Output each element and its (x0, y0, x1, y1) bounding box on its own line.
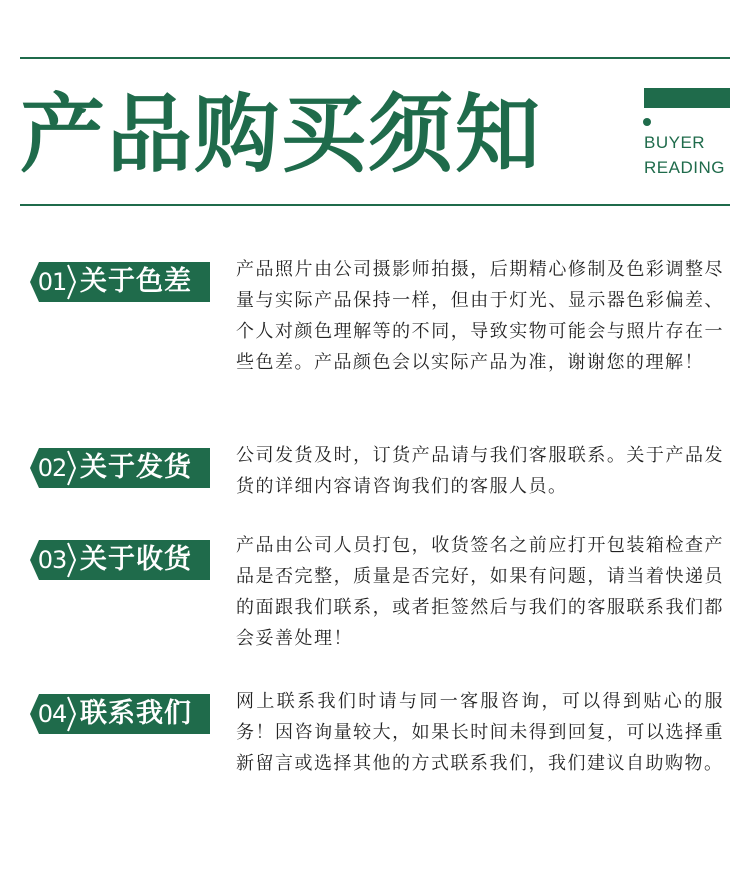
section-tag (30, 448, 210, 488)
section-title: 联系我们 (80, 698, 192, 729)
badge-dot (643, 118, 651, 126)
badge-text-reading: READING (644, 158, 725, 177)
section-title: 关于收货 (80, 544, 192, 575)
section-number: 02 (37, 454, 67, 482)
section-text: 公司发货及时，订货产品请与我们客服联系。关于产品发货的详细内容请咨询我们的客服人员。 (236, 445, 724, 497)
header-bottom-divider (20, 204, 730, 206)
section-title: 关于发货 (80, 452, 192, 483)
top-divider (20, 57, 730, 59)
section-text: 产品由公司人员打包，收货签名之前应打开包装箱检查产品是否完整，质量是否完好，如果有问题，请当着快递员的面跟我们联系，或者拒签然后与我们的客服联系我们都会妥善处理！ (236, 535, 724, 649)
section-text: 网上联系我们时请与同一客服咨询，可以得到贴心的服务！因咨询量较大，如果长时间未得到回复，可以选择重新留言或选择其他的方式联系我们，我们建议自助购物。 (236, 691, 724, 774)
badge-text-buyer: BUYER (644, 133, 706, 152)
section-tag (30, 694, 210, 734)
section-number: 04 (37, 700, 67, 728)
section-title: 关于色差 (80, 266, 192, 297)
section-number: 01 (37, 268, 67, 296)
section-tag (30, 540, 210, 580)
badge-bar (644, 88, 730, 108)
page-title: 产品购买须知 (20, 86, 543, 185)
section-number: 03 (37, 546, 67, 574)
section-text: 产品照片由公司摄影师拍摄，后期精心修制及色彩调整尽量与实际产品保持一样，但由于灯光、显示器色彩偏差、个人对颜色理解等的不同，导致实物可能会与照片存在一些色差。产品颜色会以实际产品为准，谢谢您的理解！ (236, 259, 724, 373)
section-tag (30, 262, 210, 302)
